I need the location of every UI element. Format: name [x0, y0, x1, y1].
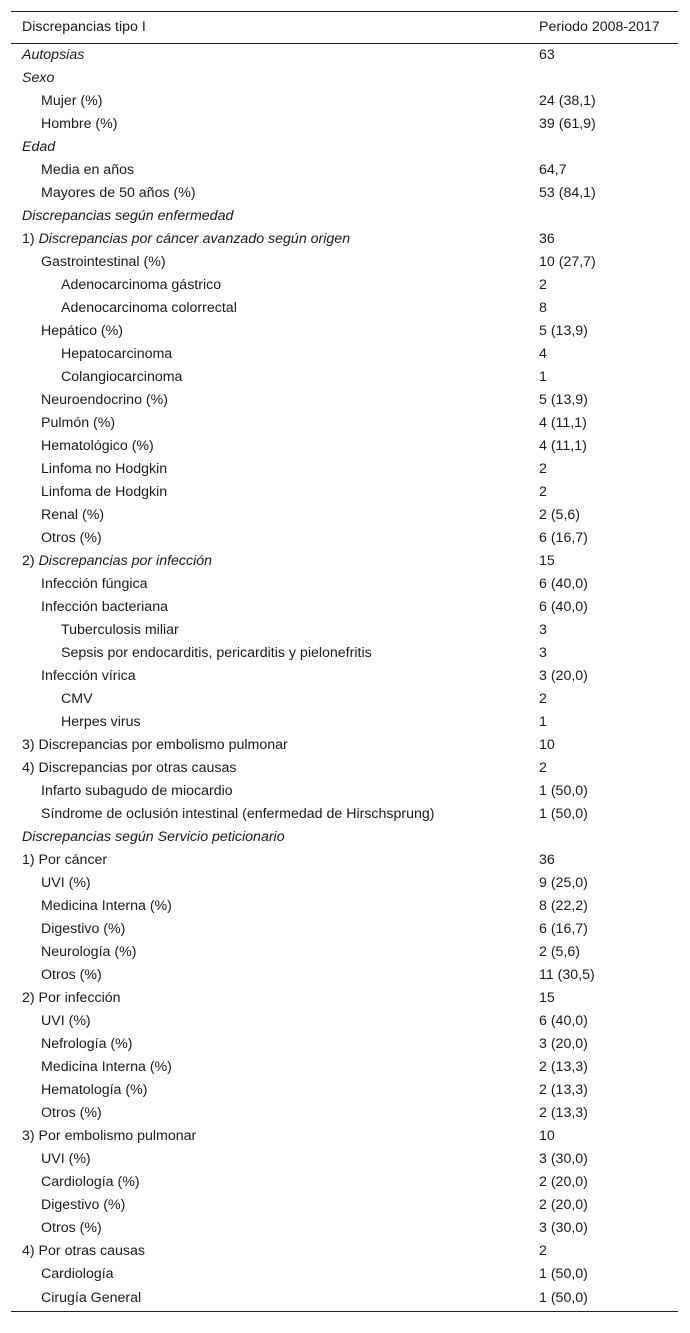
table-row — [11, 274, 678, 297]
table-row — [11, 1194, 678, 1217]
table-row — [11, 642, 678, 665]
row-label — [11, 550, 528, 573]
row-label-cell — [11, 182, 528, 205]
row-label: 4) Por otras causas — [22, 1243, 146, 1259]
table-row — [11, 1263, 678, 1286]
row-label-text: Discrepancias por cáncer avanzado según origen — [38, 231, 351, 247]
row-value: 2 (20,0) — [539, 1174, 588, 1190]
table-row — [11, 412, 678, 435]
row-value: 2 — [539, 484, 547, 500]
table-row — [11, 297, 678, 320]
row-label: Nefrología (%) — [41, 1036, 133, 1052]
row-value: 8 — [539, 300, 547, 316]
row-label: Digestivo (%) — [41, 921, 126, 937]
row-label: Mayores de 50 años (%) — [41, 185, 196, 201]
row-value: 3 (20,0) — [539, 668, 588, 684]
row-value: 53 (84,1) — [539, 185, 596, 201]
row-label-cell — [11, 964, 528, 987]
row-label-cell — [11, 412, 528, 435]
row-label: Otros (%) — [41, 1220, 102, 1236]
row-label: Hematológico (%) — [41, 438, 154, 454]
row-label: Otros (%) — [41, 530, 102, 546]
table-row — [11, 320, 678, 343]
table-row — [11, 1240, 678, 1263]
row-label: Medicina Interna (%) — [41, 898, 172, 914]
row-label — [11, 228, 528, 251]
row-label-cell — [11, 573, 528, 596]
row-label: Medicina Interna (%) — [41, 1059, 172, 1075]
row-label-cell — [11, 458, 528, 481]
row-label: Sepsis por endocarditis, pericarditis y pielonefritis — [61, 645, 372, 661]
table-row — [11, 711, 678, 734]
row-value: 6 (16,7) — [539, 530, 588, 546]
row-label-cell — [11, 1033, 528, 1056]
table-row — [11, 44, 678, 68]
row-label: Discrepancias según Servicio peticionario — [22, 829, 285, 845]
row-label: Hombre (%) — [41, 116, 118, 132]
row-value: 3 (30,0) — [539, 1220, 588, 1236]
table-row — [11, 734, 678, 757]
row-value: 1 (50,0) — [539, 806, 588, 822]
row-label: Media en años — [41, 162, 135, 178]
header-period: Periodo 2008-2017 — [539, 19, 660, 35]
table-row — [11, 1125, 678, 1148]
row-label-cell — [11, 159, 528, 182]
table-row — [11, 1148, 678, 1171]
row-label-text: Discrepancias por infección — [38, 553, 213, 569]
row-value — [528, 136, 678, 159]
table-row — [11, 251, 678, 274]
row-label: Autopsias — [22, 47, 85, 63]
row-label: Adenocarcinoma gástrico — [61, 277, 222, 293]
table-row — [11, 596, 678, 619]
row-label: Cardiología — [41, 1266, 114, 1282]
row-label: Infección vírica — [41, 668, 136, 684]
row-value: 6 (40,0) — [539, 1013, 588, 1029]
row-label-cell — [11, 895, 528, 918]
row-value: 5 (13,9) — [539, 323, 588, 339]
table-row — [11, 1033, 678, 1056]
table-row — [11, 803, 678, 826]
table-row — [11, 435, 678, 458]
table-row — [11, 228, 678, 251]
row-label-cell — [11, 343, 528, 366]
row-label: 4) Discrepancias por otras causas — [22, 760, 237, 776]
row-value: 6 (40,0) — [539, 576, 588, 592]
row-value — [528, 826, 678, 849]
row-value: 24 (38,1) — [539, 93, 596, 109]
row-label-cell — [11, 941, 528, 964]
row-value: 5 (13,9) — [539, 392, 588, 408]
row-label-cell — [11, 389, 528, 412]
row-label-cell — [11, 1056, 528, 1079]
row-label: Linfoma no Hodgkin — [41, 461, 168, 477]
row-label-cell — [11, 918, 528, 941]
table-row — [11, 1217, 678, 1240]
row-value — [528, 205, 678, 228]
row-label: Cirugía General — [41, 1290, 142, 1306]
row-label-number: 1) — [22, 231, 39, 247]
row-value: 3 (20,0) — [539, 1036, 588, 1052]
table-body — [11, 44, 678, 1312]
row-label: Adenocarcinoma colorrectal — [61, 300, 237, 316]
row-label: Sexo — [22, 70, 55, 86]
row-label: Hematología (%) — [41, 1082, 148, 1098]
table-row — [11, 90, 678, 113]
row-value: 1 — [539, 714, 547, 730]
row-value: 8 (22,2) — [539, 898, 588, 914]
row-label-cell — [11, 826, 528, 849]
row-label-cell — [11, 251, 528, 274]
row-value: 9 (25,0) — [539, 875, 588, 891]
row-label-cell — [11, 504, 528, 527]
row-label-cell — [11, 688, 528, 711]
row-value: 10 — [539, 737, 555, 753]
row-label-cell — [11, 1286, 528, 1312]
table-row — [11, 481, 678, 504]
row-label: Hepático (%) — [41, 323, 124, 339]
table-row — [11, 458, 678, 481]
table-row — [11, 1056, 678, 1079]
row-label-cell — [11, 90, 528, 113]
row-label: Síndrome de oclusión intestinal (enfermedad de Hirschsprung) — [41, 806, 435, 822]
row-label: Neurología (%) — [41, 944, 137, 960]
row-label-cell — [11, 228, 528, 251]
row-value: 2 (13,3) — [539, 1082, 588, 1098]
row-label-cell — [11, 1102, 528, 1125]
row-label-cell — [11, 780, 528, 803]
row-value: 36 — [539, 231, 555, 247]
row-label-cell — [11, 1125, 528, 1148]
row-value: 2 — [539, 461, 547, 477]
row-label: 3) Por embolismo pulmonar — [22, 1128, 197, 1144]
row-label: Infección fúngica — [41, 576, 148, 592]
row-label: Gastrointestinal (%) — [41, 254, 166, 270]
row-label: Edad — [22, 139, 56, 155]
row-label: 1) Por cáncer — [22, 852, 108, 868]
row-label: Cardiología (%) — [41, 1174, 140, 1190]
discrepancies-table — [11, 11, 678, 1312]
row-value: 15 — [539, 553, 555, 569]
row-label-cell — [11, 136, 528, 159]
table-row — [11, 665, 678, 688]
table-row — [11, 1010, 678, 1033]
row-label-cell — [11, 1079, 528, 1102]
row-value — [528, 67, 678, 90]
row-label-cell — [11, 734, 528, 757]
row-label-cell — [11, 849, 528, 872]
row-label-cell — [11, 711, 528, 734]
row-label: CMV — [61, 691, 93, 707]
row-value: 36 — [539, 852, 555, 868]
row-value: 63 — [539, 47, 555, 63]
table-row — [11, 1102, 678, 1125]
row-label: Infarto subagudo de miocardio — [41, 783, 233, 799]
table-row — [11, 757, 678, 780]
row-label-cell — [11, 320, 528, 343]
table-row — [11, 527, 678, 550]
table-row — [11, 872, 678, 895]
table-row — [11, 780, 678, 803]
row-label-cell — [11, 1217, 528, 1240]
row-value: 10 — [539, 1128, 555, 1144]
discrepancies-table-container — [11, 11, 678, 1312]
row-label: Linfoma de Hodgkin — [41, 484, 168, 500]
row-label-cell — [11, 113, 528, 136]
row-label-cell — [11, 44, 528, 68]
row-label-cell — [11, 619, 528, 642]
row-label-cell — [11, 987, 528, 1010]
table-row — [11, 1286, 678, 1312]
row-value: 4 — [539, 346, 547, 362]
table-row — [11, 1079, 678, 1102]
table-row — [11, 849, 678, 872]
row-value: 2 — [539, 760, 547, 776]
row-label: Otros (%) — [41, 967, 102, 983]
row-value: 1 (50,0) — [539, 1266, 588, 1282]
table-row — [11, 987, 678, 1010]
row-label-cell — [11, 297, 528, 320]
row-label: Digestivo (%) — [41, 1197, 126, 1213]
row-value: 1 (50,0) — [539, 783, 588, 799]
table-row — [11, 113, 678, 136]
row-value: 6 (40,0) — [539, 599, 588, 615]
row-value: 2 (5,6) — [539, 944, 581, 960]
table-row — [11, 159, 678, 182]
row-label-cell — [11, 665, 528, 688]
row-label: UVI (%) — [41, 875, 91, 891]
row-label-cell — [11, 1240, 528, 1263]
row-value: 11 (30,5) — [539, 967, 595, 983]
row-label-cell — [11, 1010, 528, 1033]
row-value: 64,7 — [539, 162, 567, 178]
header-row — [11, 12, 678, 44]
row-label-cell — [11, 527, 528, 550]
row-value: 10 (27,7) — [539, 254, 596, 270]
table-row — [11, 182, 678, 205]
table-row — [11, 504, 678, 527]
row-label: Hepatocarcinoma — [61, 346, 173, 362]
table-row — [11, 366, 678, 389]
row-label: 3) Discrepancias por embolismo pulmonar — [22, 737, 288, 753]
row-label: Infección bacteriana — [41, 599, 168, 615]
table-row — [11, 826, 678, 849]
row-value: 2 — [539, 277, 547, 293]
table-row — [11, 67, 678, 90]
table-row — [11, 1171, 678, 1194]
row-label-cell — [11, 481, 528, 504]
row-value: 2 (13,3) — [539, 1059, 588, 1075]
row-label: UVI (%) — [41, 1151, 91, 1167]
row-label: Pulmón (%) — [41, 415, 116, 431]
row-label-cell — [11, 757, 528, 780]
table-row — [11, 941, 678, 964]
row-label-cell — [11, 366, 528, 389]
table-row — [11, 136, 678, 159]
row-label-cell — [11, 550, 528, 573]
row-label-cell — [11, 803, 528, 826]
row-value: 3 (30,0) — [539, 1151, 588, 1167]
row-label-cell — [11, 1171, 528, 1194]
row-label: Otros (%) — [41, 1105, 102, 1121]
row-label-cell — [11, 1148, 528, 1171]
row-label: Tuberculosis miliar — [61, 622, 179, 638]
row-label: Herpes virus — [61, 714, 141, 730]
table-header — [11, 12, 678, 44]
row-value: 4 (11,1) — [539, 438, 587, 454]
row-value: 2 — [539, 691, 547, 707]
table-row — [11, 550, 678, 573]
table-row — [11, 389, 678, 412]
row-label-cell — [11, 596, 528, 619]
row-value: 3 — [539, 645, 547, 661]
row-label-cell — [11, 435, 528, 458]
row-label-cell — [11, 1194, 528, 1217]
table-row — [11, 895, 678, 918]
row-value: 1 — [539, 369, 547, 385]
row-label-cell — [11, 205, 528, 228]
row-value: 39 (61,9) — [539, 116, 596, 132]
row-label-number: 2) — [22, 553, 39, 569]
row-label-cell — [11, 1263, 528, 1286]
table-row — [11, 205, 678, 228]
row-label: Colangiocarcinoma — [61, 369, 183, 385]
row-value: 2 — [539, 1243, 547, 1259]
row-value: 2 (20,0) — [539, 1197, 588, 1213]
header-category: Discrepancias tipo I — [22, 19, 146, 35]
row-value: 2 (5,6) — [539, 507, 581, 523]
table-row — [11, 964, 678, 987]
row-value: 3 — [539, 622, 547, 638]
row-label: Renal (%) — [41, 507, 105, 523]
row-label: UVI (%) — [41, 1013, 91, 1029]
row-label-cell — [11, 67, 528, 90]
table-row — [11, 688, 678, 711]
row-label: Discrepancias según enfermedad — [22, 208, 234, 224]
row-value: 1 (50,0) — [539, 1290, 588, 1306]
table-row — [11, 918, 678, 941]
table-row — [11, 573, 678, 596]
row-value: 2 (13,3) — [539, 1105, 588, 1121]
row-value: 15 — [539, 990, 555, 1006]
row-value: 4 (11,1) — [539, 415, 587, 431]
table-row — [11, 619, 678, 642]
table-row — [11, 343, 678, 366]
row-label: 2) Por infección — [22, 990, 121, 1006]
row-label: Mujer (%) — [41, 93, 103, 109]
row-label-cell — [11, 642, 528, 665]
row-value: 6 (16,7) — [539, 921, 588, 937]
row-label-cell — [11, 872, 528, 895]
row-label-cell — [11, 274, 528, 297]
row-label: Neuroendocrino (%) — [41, 392, 168, 408]
